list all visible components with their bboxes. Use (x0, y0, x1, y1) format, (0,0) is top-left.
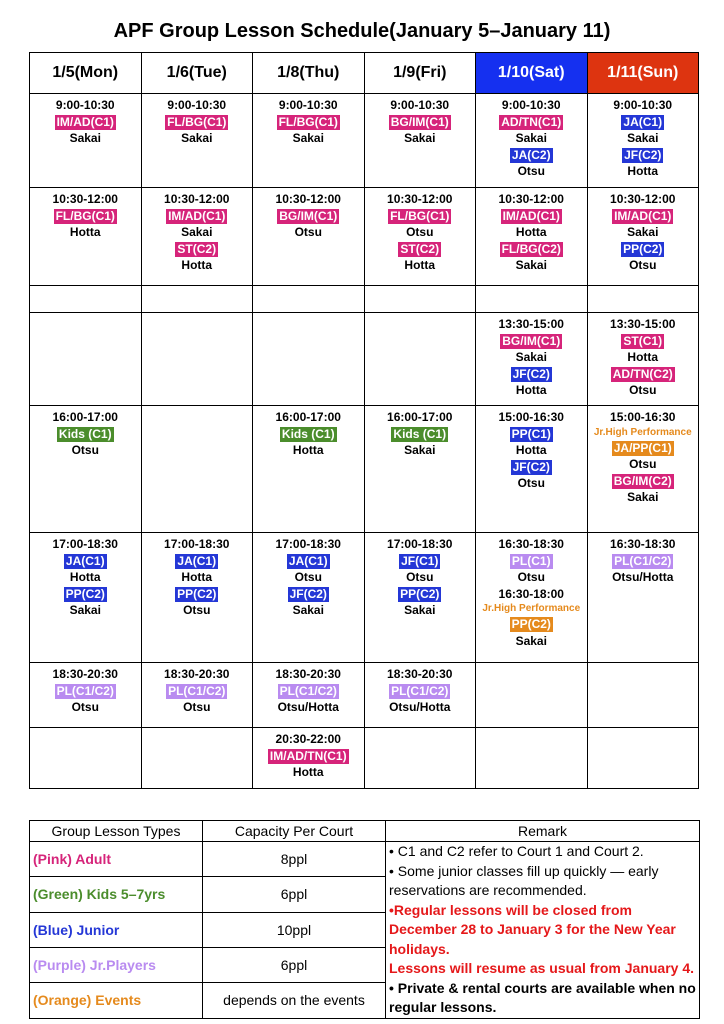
lesson-line (365, 683, 476, 700)
lesson-line (142, 553, 253, 570)
schedule-cell (364, 728, 476, 789)
lesson-line (253, 114, 364, 131)
time-slot: 17:00-18:30 (387, 537, 453, 551)
coach-name: Otsu (294, 570, 322, 585)
lesson-line (476, 366, 587, 383)
coach-name: Otsu (517, 476, 545, 491)
coach-name: Otsu (294, 225, 322, 240)
lesson-line (365, 114, 476, 131)
schedule-cell (364, 188, 476, 286)
lesson-line (365, 241, 476, 258)
schedule-cell (141, 533, 253, 663)
schedule-cell (587, 728, 699, 789)
coach-name: Otsu (183, 700, 211, 715)
lesson-badge: PL(C1/C2) (614, 553, 672, 568)
lesson-line (142, 208, 253, 225)
legend-type-events: (Orange) Events (30, 983, 203, 1018)
coach-name: Otsu (629, 258, 657, 273)
coach-name: Sakai (69, 131, 101, 146)
remark-line-holiday: •Regular lessons will be closed from December 28 to January 3 for the New Year holidays. (389, 901, 676, 957)
time-slot: 18:30-20:30 (52, 667, 118, 681)
lesson-line (253, 748, 364, 765)
schedule-cell (30, 286, 142, 313)
lesson-badge: PL(C1/C2) (168, 683, 226, 698)
lesson-badge: IM/AD(C1) (168, 208, 226, 223)
lesson-badge: JF(C2) (512, 366, 550, 381)
schedule-cell (587, 533, 699, 663)
schedule-cell (253, 188, 365, 286)
legend-type-jr-players: (Purple) Jr.Players (30, 947, 203, 982)
time-slot: 10:30-12:00 (610, 192, 676, 206)
lesson-line (588, 473, 699, 490)
remark-line-resume: Lessons will resume as usual from January 4. (389, 960, 695, 976)
coach-name: Sakai (69, 603, 101, 618)
schedule-cell (587, 406, 699, 533)
coach-name: Otsu (517, 164, 545, 179)
legend-capacity: 6ppl (203, 877, 386, 912)
legend-row (30, 842, 700, 877)
coach-name: Hotta (181, 258, 213, 273)
lesson-badge: PL(C1) (511, 553, 551, 568)
schedule-cell (141, 94, 253, 188)
legend-capacity: 10ppl (203, 912, 386, 947)
day-header-row (30, 53, 699, 94)
coach-name: Otsu (406, 570, 434, 585)
lesson-badge: AD/TN(C2) (612, 366, 673, 381)
lesson-line (476, 333, 587, 350)
time-slot: 10:30-12:00 (164, 192, 230, 206)
schedule-cell (476, 313, 588, 406)
schedule-cell (253, 406, 365, 533)
lesson-line (365, 426, 476, 443)
time-slot: 16:30-18:30 (610, 537, 676, 551)
lesson-badge: IM/AD(C1) (56, 114, 114, 129)
time-slot: 9:00-10:30 (278, 98, 338, 112)
schedule-cell (30, 663, 142, 728)
schedule-cell (141, 188, 253, 286)
lesson-badge: PP(C2) (177, 586, 217, 601)
schedule-cell (30, 728, 142, 789)
coach-name: Otsu (71, 443, 99, 458)
schedule-row (30, 663, 699, 728)
coach-name: Sakai (627, 131, 659, 146)
lesson-badge: FL/BG(C2) (501, 241, 561, 256)
lesson-badge: BG/IM(C2) (613, 473, 672, 488)
time-slot: 20:30-22:00 (275, 732, 341, 746)
schedule-cell (141, 406, 253, 533)
time-slot: 16:30-18:00 (498, 586, 564, 601)
coach-name: Otsu (183, 603, 211, 618)
lesson-badge: JA(C1) (288, 553, 328, 568)
remark-line-private: • Private & rental courts are available when no regular lessons. (389, 979, 696, 1015)
time-slot: 10:30-12:00 (275, 192, 341, 206)
legend-header-row (30, 821, 700, 842)
lesson-badge: BG/IM(C1) (279, 208, 338, 223)
coach-name: Hotta (292, 443, 324, 458)
coach-name: Otsu (517, 570, 545, 585)
lesson-badge: JA/PP(C1) (613, 440, 672, 455)
lesson-badge: ST(C2) (177, 241, 217, 256)
lesson-badge: Kids (C1) (393, 426, 447, 441)
legend-header-remark: Remark (386, 821, 700, 842)
lesson-line (476, 114, 587, 131)
time-slot: 13:30-15:00 (498, 317, 564, 331)
coach-name: Hotta (627, 164, 659, 179)
lesson-line (30, 208, 141, 225)
lesson-badge: JF(C2) (624, 147, 662, 162)
lesson-badge: IM/AD(C1) (502, 208, 560, 223)
schedule-cell (476, 286, 588, 313)
schedule-cell (476, 533, 588, 663)
schedule-cell (587, 94, 699, 188)
schedule-row (30, 313, 699, 406)
lesson-badge: JA(C1) (623, 114, 663, 129)
lesson-badge: Kids (C1) (58, 426, 112, 441)
lesson-line (30, 114, 141, 131)
lesson-line (588, 333, 699, 350)
coach-name: Sakai (515, 350, 547, 365)
legend-capacity: 6ppl (203, 947, 386, 982)
lesson-line (476, 553, 587, 570)
lesson-line (476, 616, 587, 633)
lesson-line (588, 553, 699, 570)
time-slot: 9:00-10:30 (167, 98, 227, 112)
lesson-line (253, 683, 364, 700)
lesson-badge: PP(C1) (511, 426, 551, 441)
lesson-badge: BG/IM(C1) (390, 114, 449, 129)
coach-name: Hotta (69, 570, 101, 585)
legend-table (29, 820, 700, 1019)
lesson-badge: IM/AD/TN(C1) (269, 748, 347, 763)
time-slot: 10:30-12:00 (52, 192, 118, 206)
coach-name: Sakai (627, 490, 659, 505)
lesson-line (365, 586, 476, 603)
day-header: 1/8(Thu) (253, 53, 365, 94)
time-slot: 15:00-16:30 (498, 410, 564, 424)
schedule-cell (30, 188, 142, 286)
time-slot: 13:30-15:00 (610, 317, 676, 331)
lesson-badge: JF(C2) (512, 459, 550, 474)
lesson-badge: PL(C1/C2) (279, 683, 337, 698)
lesson-line (142, 586, 253, 603)
schedule-cell (476, 728, 588, 789)
remark-line: • C1 and C2 refer to Court 1 and Court 2. (389, 843, 644, 859)
coach-name: Otsu/Hotta (277, 700, 339, 715)
lesson-line (476, 459, 587, 476)
schedule-row (30, 406, 699, 533)
time-slot: 17:00-18:30 (275, 537, 341, 551)
lesson-line (253, 426, 364, 443)
lesson-line (476, 147, 587, 164)
coach-name: Otsu (629, 457, 657, 472)
schedule-cell (476, 406, 588, 533)
schedule-cell (364, 533, 476, 663)
schedule-table (29, 52, 699, 789)
coach-name: Sakai (515, 258, 547, 273)
schedule-cell (476, 94, 588, 188)
day-header: 1/5(Mon) (30, 53, 142, 94)
time-slot: 18:30-20:30 (387, 667, 453, 681)
schedule-cell (141, 313, 253, 406)
lesson-line (30, 553, 141, 570)
time-slot: 15:00-16:30 (610, 410, 676, 424)
coach-name: Sakai (292, 131, 324, 146)
lesson-badge: PL(C1/C2) (56, 683, 114, 698)
lesson-badge: PP(C2) (400, 586, 440, 601)
schedule-cell (30, 94, 142, 188)
day-header-saturday: 1/10(Sat) (476, 53, 588, 94)
lesson-badge: PP(C2) (65, 586, 105, 601)
lesson-line (253, 586, 364, 603)
page-title: APF Group Lesson Schedule(January 5–January 11) (113, 20, 611, 42)
coach-name: Otsu/Hotta (612, 570, 674, 585)
legend-type-adult: (Pink) Adult (30, 842, 203, 877)
lesson-badge: PL(C1/C2) (391, 683, 449, 698)
lesson-line (476, 426, 587, 443)
schedule-cell (253, 663, 365, 728)
coach-name: Otsu (629, 383, 657, 398)
lesson-line (588, 366, 699, 383)
coach-name: Sakai (404, 603, 436, 618)
schedule-row (30, 286, 699, 313)
lesson-badge: PP(C2) (511, 617, 551, 632)
lesson-line (588, 241, 699, 258)
coach-name: Hotta (515, 383, 547, 398)
time-slot: 9:00-10:30 (55, 98, 115, 112)
legend-type-kids: (Green) Kids 5–7yrs (30, 877, 203, 912)
lesson-badge: AD/TN(C1) (501, 114, 562, 129)
time-slot: 17:00-18:30 (164, 537, 230, 551)
coach-name: Hotta (515, 443, 547, 458)
schedule-row (30, 533, 699, 663)
day-header: 1/6(Tue) (141, 53, 253, 94)
lesson-line (588, 147, 699, 164)
schedule-cell (364, 94, 476, 188)
schedule-cell (364, 286, 476, 313)
legend-type-junior: (Blue) Junior (30, 912, 203, 947)
schedule-row (30, 188, 699, 286)
lesson-line (142, 114, 253, 131)
lesson-line (588, 208, 699, 225)
schedule-cell (364, 406, 476, 533)
lesson-badge: PP(C2) (623, 241, 663, 256)
remark-cell (386, 842, 700, 1019)
schedule-cell (587, 286, 699, 313)
time-slot: 16:00-17:00 (52, 410, 118, 424)
schedule-row (30, 728, 699, 789)
time-slot: 16:00-17:00 (387, 410, 453, 424)
event-label: Jr.High Performance (482, 603, 581, 615)
lesson-line (253, 208, 364, 225)
schedule-cell (253, 286, 365, 313)
lesson-line (142, 241, 253, 258)
lesson-badge: JA(C1) (65, 553, 105, 568)
lesson-line (476, 208, 587, 225)
coach-name: Hotta (69, 225, 101, 240)
schedule-cell (141, 286, 253, 313)
schedule-cell (476, 188, 588, 286)
coach-name: Hotta (515, 225, 547, 240)
coach-name: Sakai (181, 131, 213, 146)
lesson-badge: FL/BG(C1) (278, 114, 338, 129)
schedule-cell (30, 533, 142, 663)
schedule-cell (587, 188, 699, 286)
time-slot: 9:00-10:30 (390, 98, 450, 112)
lesson-line (588, 114, 699, 131)
schedule-cell (476, 663, 588, 728)
legend-header-capacity: Capacity Per Court (203, 821, 386, 842)
schedule-cell (587, 663, 699, 728)
schedule-cell (253, 728, 365, 789)
event-label: Jr.High Performance (593, 426, 692, 438)
schedule-cell (253, 533, 365, 663)
lesson-badge: FL/BG(C1) (167, 114, 227, 129)
lesson-line (142, 683, 253, 700)
schedule-row (30, 94, 699, 188)
lesson-line (365, 208, 476, 225)
coach-name: Sakai (292, 603, 324, 618)
lesson-badge: JF(C2) (289, 586, 327, 601)
coach-name: Sakai (404, 131, 436, 146)
coach-name: Sakai (515, 131, 547, 146)
coach-name: Hotta (404, 258, 436, 273)
coach-name: Sakai (404, 443, 436, 458)
schedule-cell (364, 313, 476, 406)
lesson-line (365, 553, 476, 570)
lesson-line (253, 553, 364, 570)
lesson-badge: ST(C2) (400, 241, 440, 256)
schedule-cell (30, 406, 142, 533)
remark-line: • Some junior classes fill up quickly — early reservations are recommended. (389, 862, 659, 898)
time-slot: 9:00-10:30 (613, 98, 673, 112)
lesson-line (30, 426, 141, 443)
time-slot: 18:30-20:30 (164, 667, 230, 681)
time-slot: 9:00-10:30 (501, 98, 561, 112)
lesson-badge: Kids (C1) (281, 426, 335, 441)
schedule-cell (141, 728, 253, 789)
coach-name: Sakai (181, 225, 213, 240)
lesson-badge: BG/IM(C1) (502, 333, 561, 348)
legend-header-types: Group Lesson Types (30, 821, 203, 842)
time-slot: 17:00-18:30 (52, 537, 118, 551)
coach-name: Sakai (627, 225, 659, 240)
lesson-line (30, 683, 141, 700)
legend-capacity: 8ppl (203, 842, 386, 877)
lesson-badge: JA(C1) (177, 553, 217, 568)
schedule-cell (253, 313, 365, 406)
lesson-line (588, 440, 699, 457)
time-slot: 18:30-20:30 (275, 667, 341, 681)
day-header-sunday: 1/11(Sun) (587, 53, 699, 94)
coach-name: Otsu (406, 225, 434, 240)
lesson-badge: JA(C2) (511, 147, 551, 162)
coach-name: Otsu/Hotta (389, 700, 451, 715)
lesson-badge: ST(C1) (623, 333, 663, 348)
lesson-badge: JF(C1) (401, 553, 439, 568)
time-slot: 10:30-12:00 (387, 192, 453, 206)
schedule-cell (587, 313, 699, 406)
schedule-cell (253, 94, 365, 188)
day-header: 1/9(Fri) (364, 53, 476, 94)
coach-name: Otsu (71, 700, 99, 715)
time-slot: 16:30-18:30 (498, 537, 564, 551)
coach-name: Hotta (627, 350, 659, 365)
schedule-cell (364, 663, 476, 728)
lesson-badge: FL/BG(C1) (390, 208, 450, 223)
schedule-cell (30, 313, 142, 406)
coach-name: Hotta (292, 765, 324, 780)
schedule-cell (141, 663, 253, 728)
time-slot: 16:00-17:00 (275, 410, 341, 424)
coach-name: Sakai (515, 633, 547, 648)
legend-capacity: depends on the events (203, 983, 386, 1018)
coach-name: Hotta (181, 570, 213, 585)
lesson-badge: FL/BG(C1) (55, 208, 115, 223)
lesson-line (30, 586, 141, 603)
lesson-badge: IM/AD(C1) (614, 208, 672, 223)
lesson-line (476, 241, 587, 258)
time-slot: 10:30-12:00 (498, 192, 564, 206)
